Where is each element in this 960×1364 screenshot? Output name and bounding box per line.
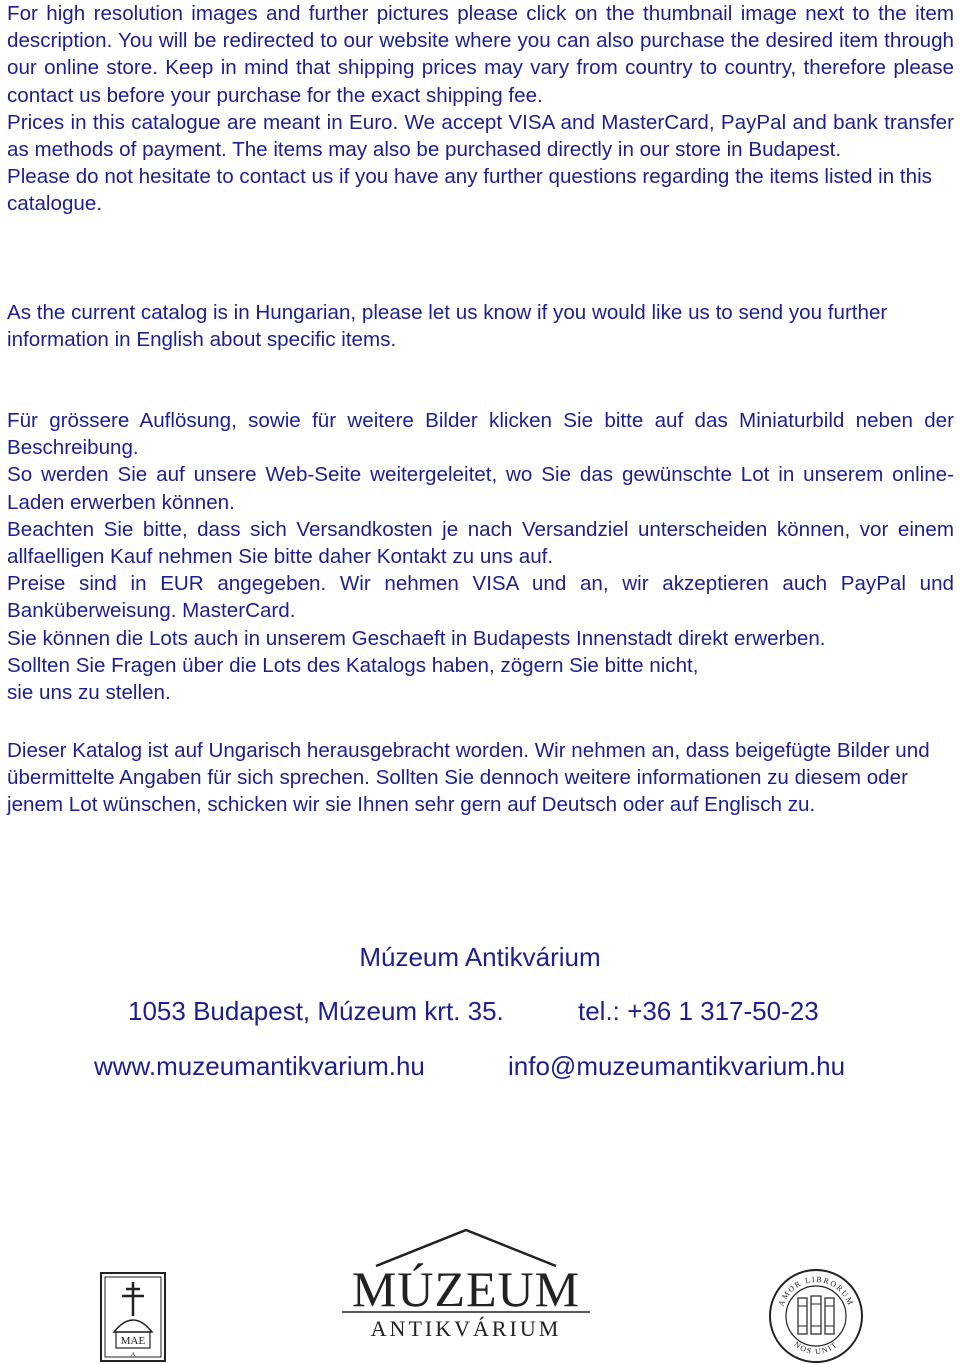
german-language-note xyxy=(7,737,954,819)
books-icon xyxy=(798,1296,834,1334)
shop-name: Múzeum Antikvárium xyxy=(359,942,601,972)
muzeum-logo-subtitle: ANTIKVÁRIUM xyxy=(370,1316,562,1341)
german-note-text: Dieser Katalog ist auf Ungarisch herausgebracht worden. Wir nehmen an, dass beigefügte Bilder und übermittelte Angaben für sich sprechen. Sollten Sie dennoch weitere informationen zu diesem oder jenem Lot wünschen, schicken wir sie Ihnen sehr gern auf Deutsch oder auf Englisch zu. xyxy=(7,739,930,817)
german-paragraph-prices: Preise sind in EUR angegeben. Wir nehmen VISA und an, wir akzeptieren auch PayPal und Banküberweisung. MasterCard. xyxy=(7,572,954,623)
english-paragraph-contact: Please do not hesitate to contact us if you have any further questions regarding the items listed in this catalogue. xyxy=(7,165,932,216)
seal-text-bottom: NOS UNIT xyxy=(792,1339,840,1357)
german-paragraph-questions: Sollten Sie Fragen über die Lots des Katalogs haben, zögern Sie bitte nicht, xyxy=(7,653,699,677)
german-paragraph-shipping: Beachten Sie bitte, dass sich Versandkosten je nach Versandziel unterscheiden können, vor einem allfaelligen Kauf nehmen Sie bitte daher Kontakt zu uns auf. xyxy=(7,517,954,569)
shop-website-link[interactable]: www.muzeumantikvarium.hu xyxy=(94,1051,425,1081)
german-info-section xyxy=(7,407,954,706)
german-paragraph-questions-end: sie uns zu stellen. xyxy=(7,681,171,705)
double-cross-icon xyxy=(122,1282,144,1316)
mae-logo-text: MAE xyxy=(120,1335,146,1347)
muzeum-antikvarium-logo xyxy=(336,1226,596,1344)
english-note-text: As the current catalog is in Hungarian, please let us know if you would like us to send you further information in English about specific items. xyxy=(7,301,888,352)
english-info-section xyxy=(7,0,954,218)
shop-email-link[interactable]: info@muzeumantikvarium.hu xyxy=(508,1051,846,1081)
mae-logo-subtext: A xyxy=(130,1352,136,1358)
german-paragraph-redirect: So werden Sie auf unsere Web-Seite weitergeleitet, wo Sie das gewünschte Lot in unserem online-Laden erwerben können. xyxy=(7,463,954,514)
german-paragraph-store: Sie können die Lots auch in unserem Geschaeft in Budapests Innenstadt direkt erwerben. xyxy=(7,626,826,650)
amor-librorum-seal xyxy=(768,1268,864,1364)
seal-inner-ring xyxy=(786,1286,846,1346)
muzeum-logo-title: MÚZEUM xyxy=(351,1261,581,1317)
mae-logo xyxy=(100,1272,166,1362)
mae-mound-icon xyxy=(114,1320,152,1332)
english-paragraph-images: For high resolution images and further pictures please click on the thumbnail image next to the item description. You will be redirected to our website where you can also purchase the desired item through our online store. Keep in mind that shipping prices may vary from country to country, therefore please contact us before your purchase for the exact shipping fee. xyxy=(7,2,954,107)
english-language-note xyxy=(7,299,954,353)
english-paragraph-payment: Prices in this catalogue are meant in Euro. We accept VISA and MasterCard, PayPal and bank transfer as methods of payment. The items may also be purchased directly in our store in Budapest. xyxy=(7,110,954,162)
shop-phone: tel.: +36 1 317-50-23 xyxy=(578,996,819,1026)
seal-text-top: AMOR LIBRORUM xyxy=(776,1274,856,1308)
shop-address: 1053 Budapest, Múzeum krt. 35. xyxy=(128,996,504,1026)
german-paragraph-images: Für grössere Auflösung, sowie für weitere Bilder klicken Sie bitte auf das Miniaturbild neben der Beschreibung. xyxy=(7,409,954,460)
